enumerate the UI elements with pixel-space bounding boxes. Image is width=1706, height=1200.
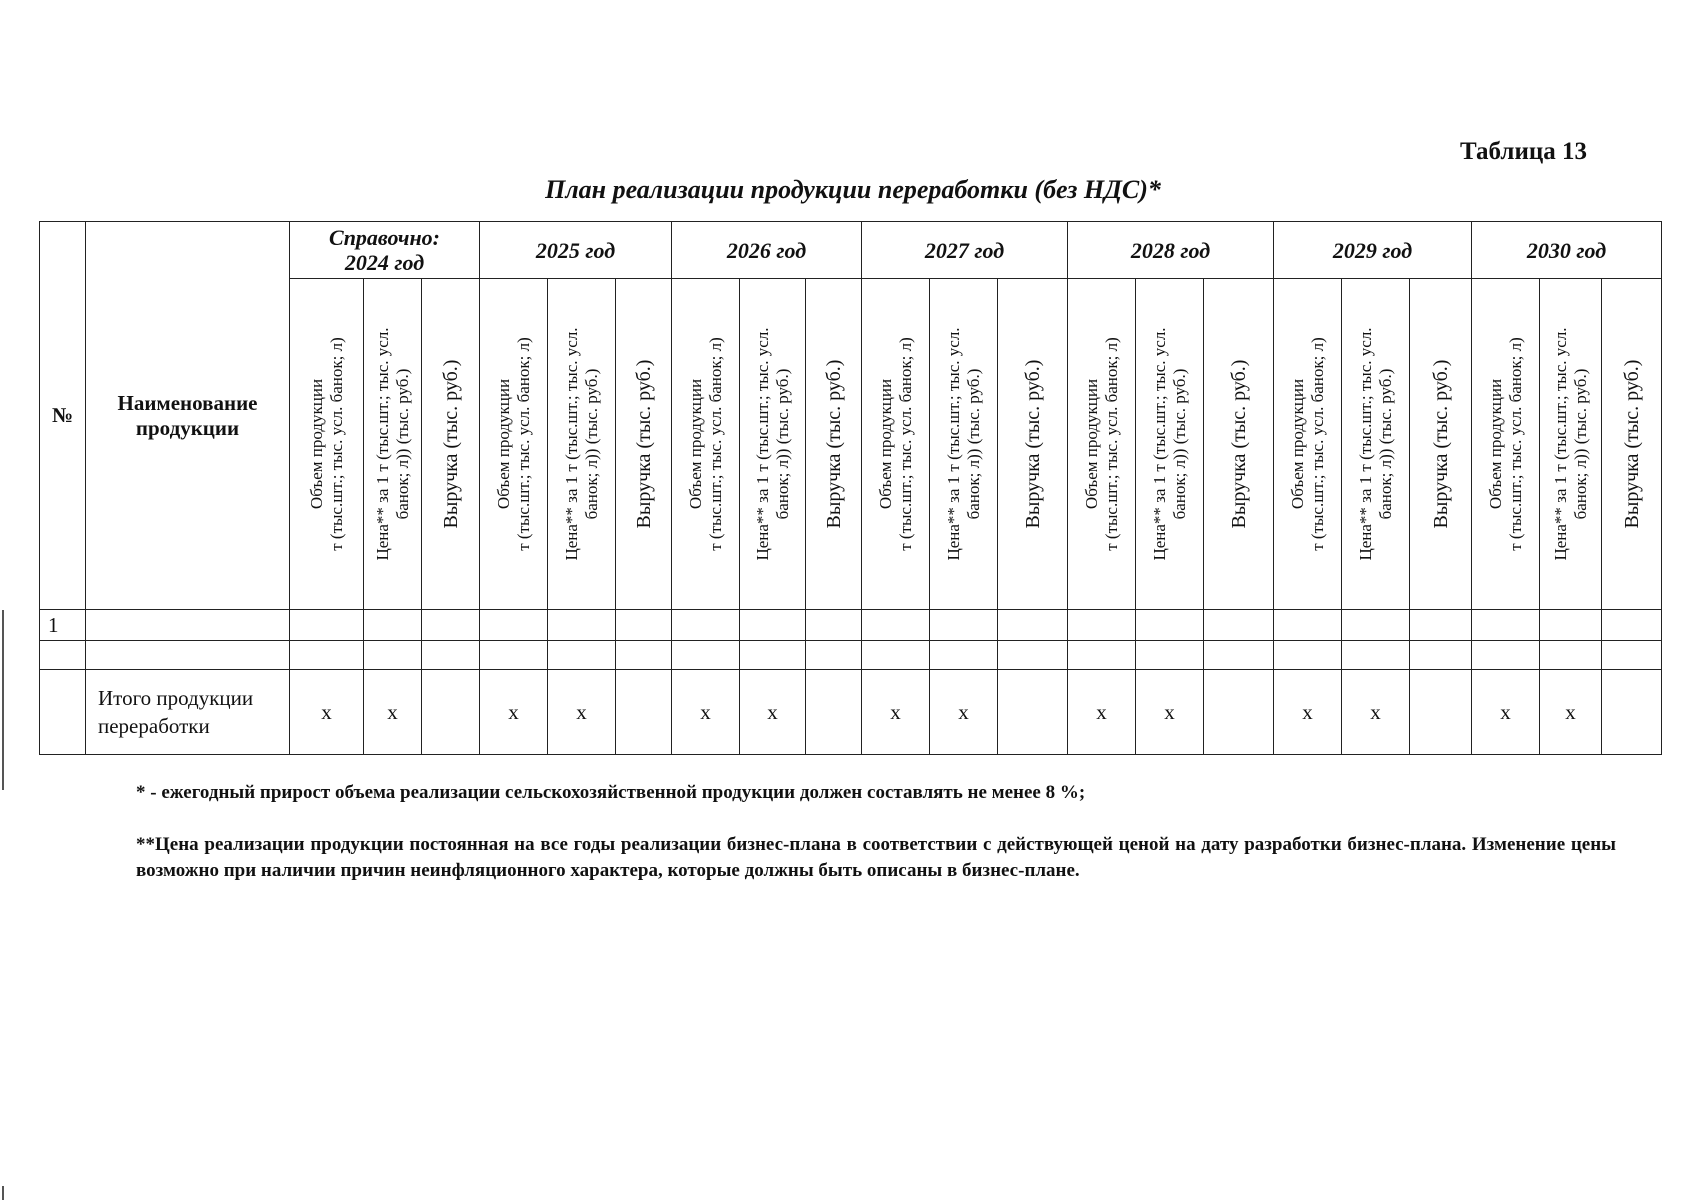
data-cell[interactable] (1472, 641, 1540, 670)
price-units: банок; л)) (тыс. руб.) (963, 368, 983, 520)
row-number: 1 (40, 610, 86, 641)
row-number-empty (40, 641, 86, 670)
volume-units: т (тыс.шт.; тыс. усл. банок; л) (1505, 337, 1525, 551)
subheader-price (364, 279, 422, 610)
year-header-2029: 2029 год (1274, 222, 1472, 279)
total-number-cell (40, 670, 86, 755)
data-cell[interactable] (290, 641, 364, 670)
revenue-label: Выручка (тыс. руб.) (1429, 359, 1452, 529)
data-cell[interactable] (1410, 641, 1472, 670)
total-x-mark: x (480, 670, 548, 755)
data-cell[interactable] (616, 610, 672, 641)
price-label: Цена** за 1 т (тыс.шт.; тыс. усл. (943, 327, 963, 561)
data-cell[interactable] (364, 610, 422, 641)
subheader-price (1136, 279, 1204, 610)
volume-label: Объем продукции (493, 378, 513, 510)
footnote-growth: * - ежегодный прирост объема реализации сельскохозяйственной продукции должен составлять не менее 8 %; (136, 782, 1086, 803)
price-label: Цена** за 1 т (тыс.шт.; тыс. усл. (1550, 327, 1570, 561)
scan-margin-mark (2, 610, 4, 790)
data-cell[interactable] (672, 641, 740, 670)
subheader-price-text (753, 327, 793, 560)
data-cell[interactable] (1472, 610, 1540, 641)
volume-units: т (тыс.шт.; тыс. усл. банок; л) (895, 337, 915, 551)
data-cell[interactable] (1602, 641, 1662, 670)
column-header-number: № (40, 222, 86, 610)
subheader-price (740, 279, 806, 610)
price-label: Цена** за 1 т (тыс.шт.; тыс. усл. (752, 327, 772, 561)
year-header-2025: 2025 год (480, 222, 672, 279)
data-cell[interactable] (1540, 610, 1602, 641)
total-x-mark: x (1136, 670, 1204, 755)
total-x-mark: x (1274, 670, 1342, 755)
subheader-volume-text (494, 337, 534, 551)
subheader-price (1342, 279, 1410, 610)
year-header-2028: 2028 год (1068, 222, 1274, 279)
sales-plan-table (39, 221, 1662, 755)
footnote-price: **Цена реализации продукции постоянная на все годы реализации бизнес-плана в соответствии с действующей ценой на дату разработки бизнес-плана. Изменение цены возможно при наличии причин неинфляционного характера, которые должны быть описаны в бизнес-плане. (136, 834, 1616, 881)
data-cell[interactable] (1342, 641, 1410, 670)
subheader-price (548, 279, 616, 610)
volume-label: Объем продукции (306, 378, 326, 510)
product-name-cell[interactable] (86, 610, 290, 641)
subheader-revenue (806, 279, 862, 610)
price-units: банок; л)) (тыс. руб.) (1570, 368, 1590, 520)
data-cell[interactable] (548, 641, 616, 670)
data-cell[interactable] (672, 610, 740, 641)
volume-units: т (тыс.шт.; тыс. усл. банок; л) (705, 337, 725, 551)
data-cell[interactable] (1274, 641, 1342, 670)
data-cell[interactable] (480, 641, 548, 670)
subheader-volume-text (1082, 337, 1122, 551)
revenue-label: Выручка (тыс. руб.) (1021, 359, 1044, 529)
data-cell[interactable] (1068, 610, 1136, 641)
price-units: банок; л)) (тыс. руб.) (392, 368, 412, 520)
revenue-label: Выручка (тыс. руб.) (1620, 359, 1643, 529)
data-cell[interactable] (806, 610, 862, 641)
subheader-revenue (422, 279, 480, 610)
data-cell[interactable] (806, 641, 862, 670)
total-x-mark: x (740, 670, 806, 755)
subheader-volume (862, 279, 930, 610)
data-cell[interactable] (1410, 610, 1472, 641)
year-header-2024: Справочно: 2024 год (290, 222, 480, 279)
subheader-volume (1472, 279, 1540, 610)
total-x-mark: x (1342, 670, 1410, 755)
data-cell[interactable] (548, 610, 616, 641)
data-cell[interactable] (930, 641, 998, 670)
volume-label: Объем продукции (875, 378, 895, 510)
data-cell[interactable] (1204, 641, 1274, 670)
subheader-revenue (998, 279, 1068, 610)
data-cell[interactable] (364, 641, 422, 670)
revenue-label: Выручка (тыс. руб.) (632, 359, 655, 529)
subheader-volume-text (1486, 337, 1526, 551)
total-revenue-cell[interactable] (616, 670, 672, 755)
total-x-mark: x (1472, 670, 1540, 755)
data-cell[interactable] (422, 641, 480, 670)
volume-units: т (тыс.шт.; тыс. усл. банок; л) (513, 337, 533, 551)
data-cell[interactable] (740, 610, 806, 641)
price-label: Цена** за 1 т (тыс.шт.; тыс. усл. (1355, 327, 1375, 561)
subheader-revenue (1602, 279, 1662, 610)
data-cell[interactable] (422, 610, 480, 641)
volume-units: т (тыс.шт.; тыс. усл. банок; л) (326, 337, 346, 551)
data-cell[interactable] (862, 610, 930, 641)
year-header-2030: 2030 год (1472, 222, 1662, 279)
scan-margin-mark (2, 1186, 4, 1200)
data-cell[interactable] (1068, 641, 1136, 670)
price-units: банок; л)) (тыс. руб.) (581, 368, 601, 520)
subheader-revenue (1410, 279, 1472, 610)
price-units: банок; л)) (тыс. руб.) (1375, 368, 1395, 520)
subheader-revenue (1204, 279, 1274, 610)
year-header-2026: 2026 год (672, 222, 862, 279)
volume-label: Объем продукции (685, 378, 705, 510)
data-cell[interactable] (998, 641, 1068, 670)
subheader-price-text (562, 327, 602, 560)
subheader-price-text (1551, 327, 1591, 560)
table-title: План реализации продукции переработки (без НДС)* (545, 175, 1161, 204)
total-revenue-cell[interactable] (1602, 670, 1662, 755)
price-label: Цена** за 1 т (тыс.шт.; тыс. усл. (561, 327, 581, 561)
data-cell[interactable] (480, 610, 548, 641)
data-cell[interactable] (1274, 610, 1342, 641)
volume-units: т (тыс.шт.; тыс. усл. банок; л) (1101, 337, 1121, 551)
data-cell[interactable] (1204, 610, 1274, 641)
price-units: банок; л)) (тыс. руб.) (1169, 368, 1189, 520)
column-header-product-name: Наименование продукции (86, 222, 290, 610)
table-number: Таблица 13 (1460, 138, 1588, 165)
total-x-mark: x (548, 670, 616, 755)
volume-units: т (тыс.шт.; тыс. усл. банок; л) (1307, 337, 1327, 551)
subheader-volume-text (686, 337, 726, 551)
subheader-volume (480, 279, 548, 610)
revenue-label: Выручка (тыс. руб.) (822, 359, 845, 529)
total-revenue-cell[interactable] (806, 670, 862, 755)
total-revenue-cell[interactable] (1410, 670, 1472, 755)
subheader-price-text (944, 327, 984, 560)
product-name-cell[interactable] (86, 641, 290, 670)
subheader-volume (1068, 279, 1136, 610)
subheader-price-text (1150, 327, 1190, 560)
data-cell[interactable] (740, 641, 806, 670)
total-x-mark: x (930, 670, 998, 755)
total-x-mark: x (290, 670, 364, 755)
revenue-label: Выручка (тыс. руб.) (1227, 359, 1250, 529)
price-units: банок; л)) (тыс. руб.) (772, 368, 792, 520)
data-cell[interactable] (1540, 641, 1602, 670)
data-cell[interactable] (1602, 610, 1662, 641)
subheader-volume-text (1288, 337, 1328, 551)
subheader-price (1540, 279, 1602, 610)
total-x-mark: x (1068, 670, 1136, 755)
subheader-price (930, 279, 998, 610)
total-revenue-cell[interactable] (1204, 670, 1274, 755)
subheader-volume (290, 279, 364, 610)
volume-label: Объем продукции (1287, 378, 1307, 510)
total-revenue-cell[interactable] (422, 670, 480, 755)
subheader-price-text (373, 327, 413, 560)
total-x-mark: x (862, 670, 930, 755)
total-x-mark: x (1540, 670, 1602, 755)
data-cell[interactable] (862, 641, 930, 670)
subheader-price-text (1356, 327, 1396, 560)
subheader-volume (672, 279, 740, 610)
data-cell[interactable] (930, 610, 998, 641)
volume-label: Объем продукции (1485, 378, 1505, 510)
year-header-2027: 2027 год (862, 222, 1068, 279)
subheader-revenue (616, 279, 672, 610)
total-x-mark: x (364, 670, 422, 755)
data-cell[interactable] (1136, 641, 1204, 670)
subheader-volume-text (876, 337, 916, 551)
price-label: Цена** за 1 т (тыс.шт.; тыс. усл. (1149, 327, 1169, 561)
price-label: Цена** за 1 т (тыс.шт.; тыс. усл. (372, 327, 392, 561)
subheader-volume-text (307, 337, 347, 551)
volume-label: Объем продукции (1081, 378, 1101, 510)
data-cell[interactable] (290, 610, 364, 641)
data-cell[interactable] (616, 641, 672, 670)
data-cell[interactable] (998, 610, 1068, 641)
total-revenue-cell[interactable] (998, 670, 1068, 755)
total-x-mark: x (672, 670, 740, 755)
subheader-volume (1274, 279, 1342, 610)
revenue-label: Выручка (тыс. руб.) (439, 359, 462, 529)
data-cell[interactable] (1136, 610, 1204, 641)
total-label: Итого продукции переработки (86, 670, 290, 755)
data-cell[interactable] (1342, 610, 1410, 641)
